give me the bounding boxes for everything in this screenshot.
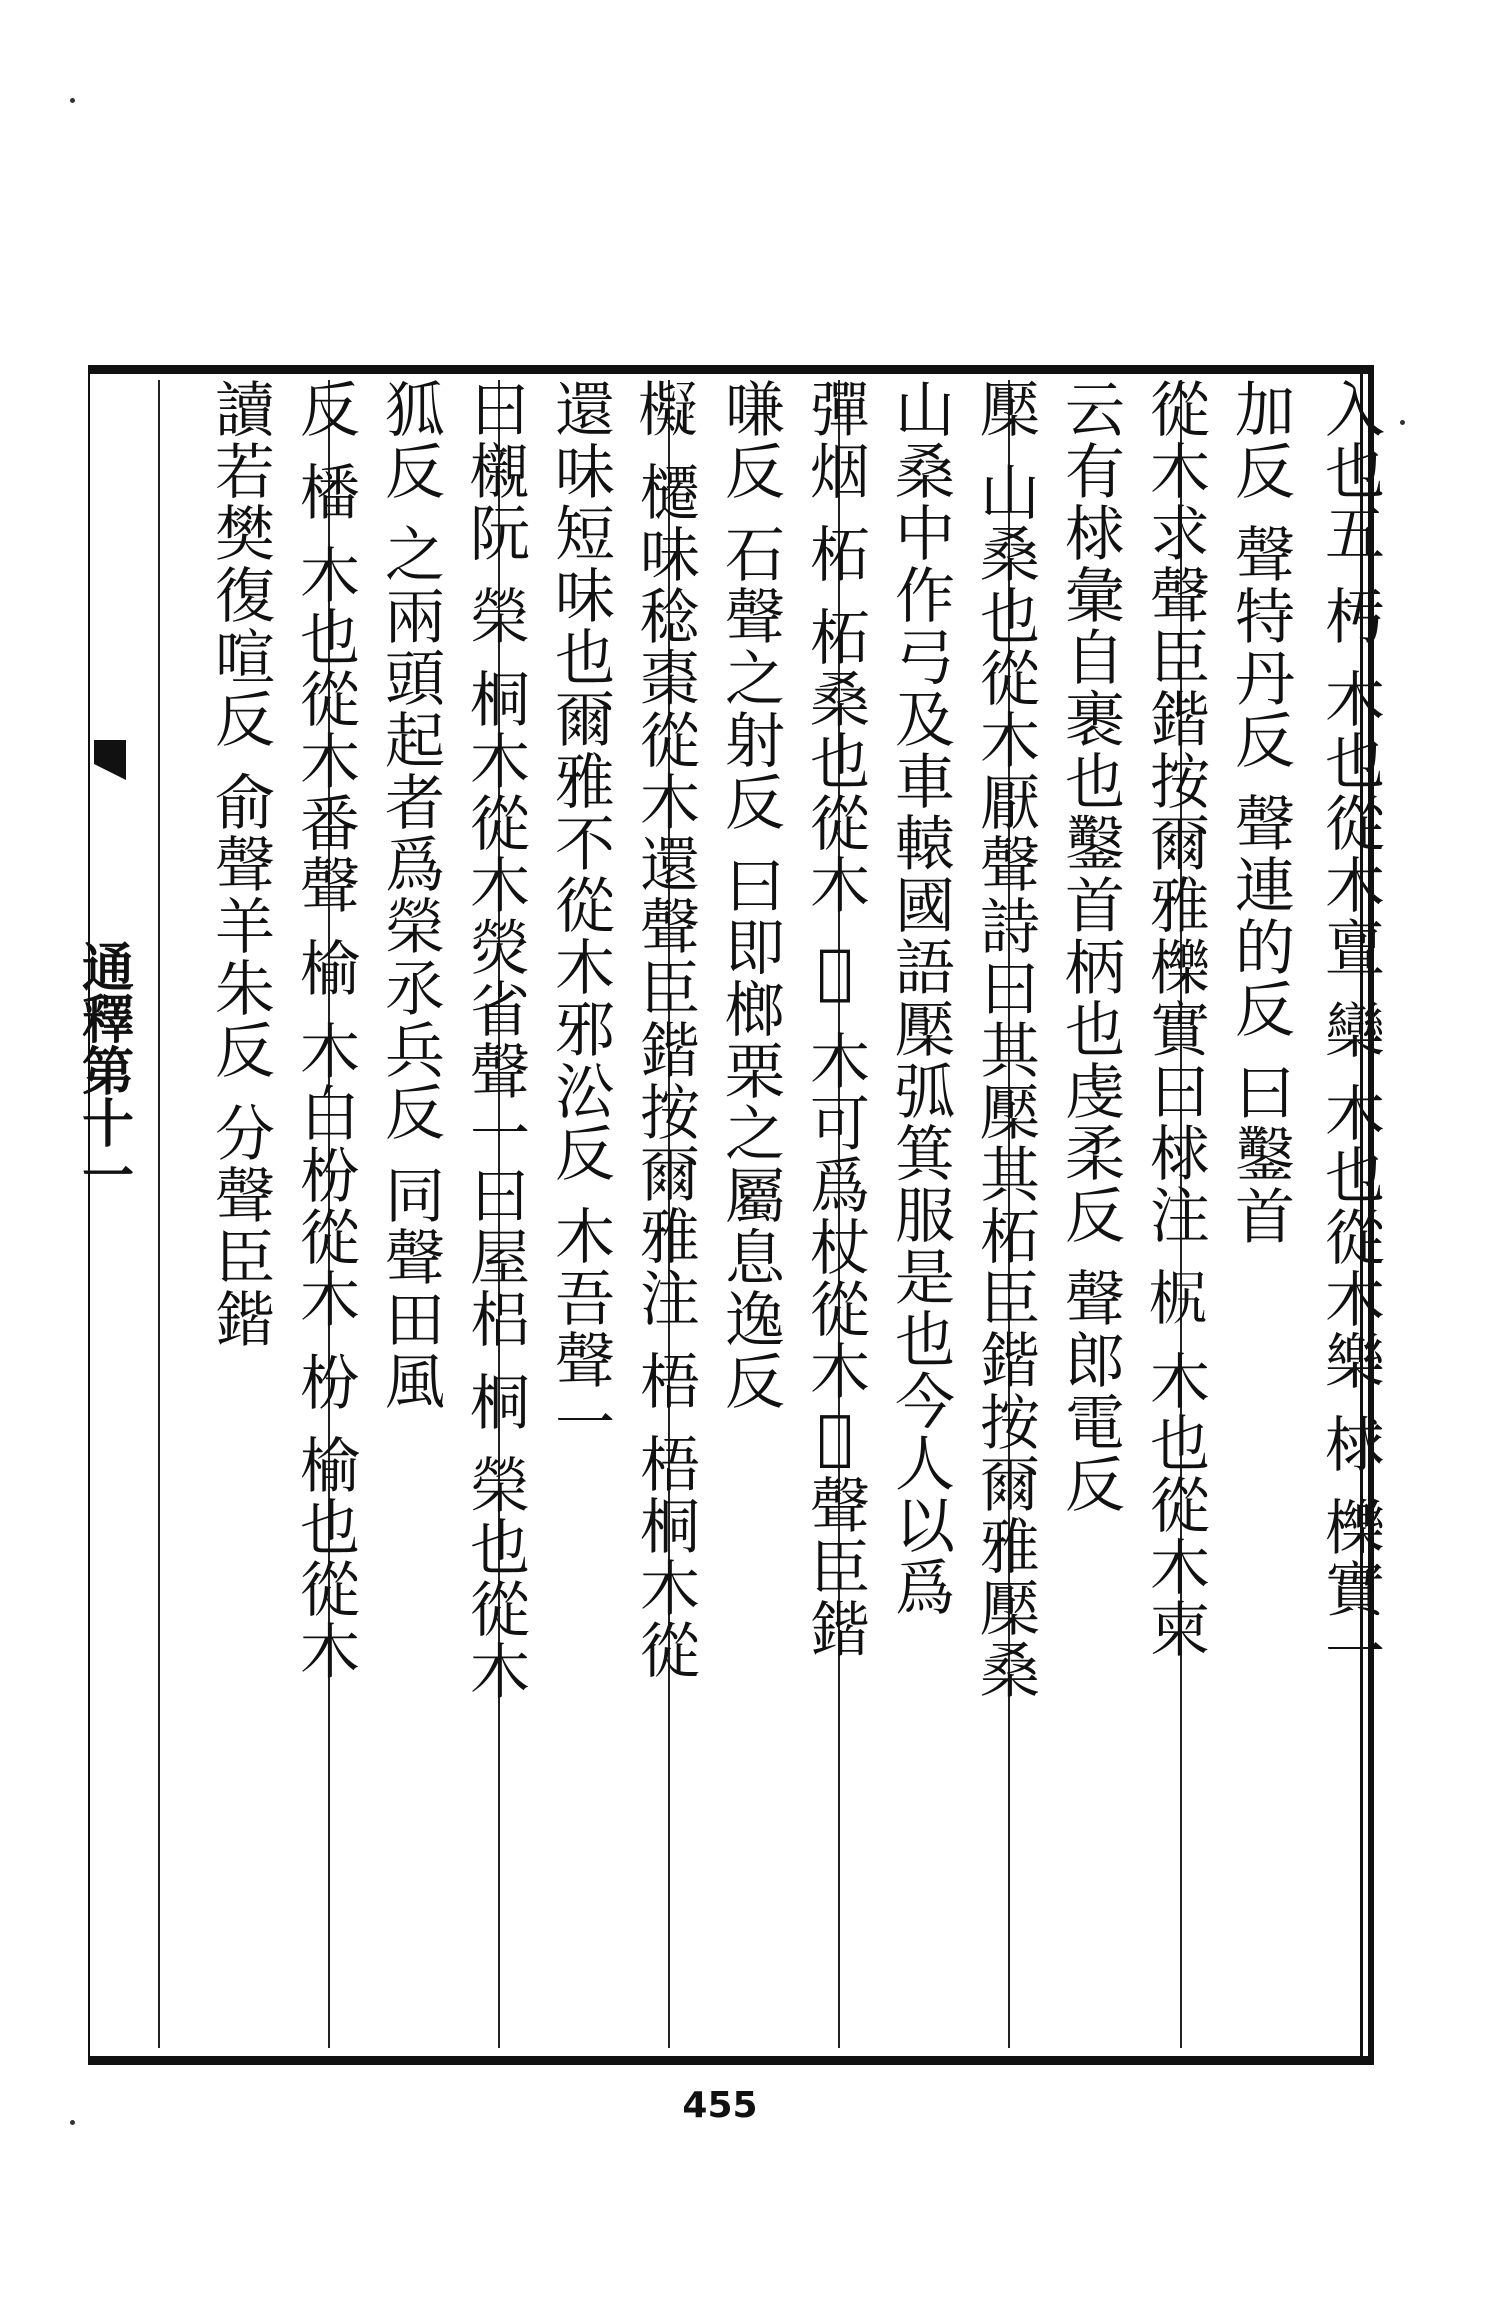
scan-speck: [1400, 420, 1405, 425]
column-text: 云有梂彙自裹也鑿首柄也虔柔反 聲郎電反: [1055, 378, 1125, 1516]
column-text: 加反 聲特丹反 聲連的反 曰鑿首: [1225, 378, 1295, 1248]
column-rule: [158, 380, 160, 2048]
page-number: 455: [682, 2085, 758, 2126]
column-text: 入也五 𣏓 木也從木亶 欒 木也從木樂 梂 櫟實一: [1315, 378, 1385, 1683]
column-text: 嗛反 石聲之射反 曰即榔栗之屬息逸反: [715, 378, 785, 1413]
column-text: 曰櫬阮 榮 桐木從木熒省聲一曰屋梠 桐 榮也從木: [460, 378, 530, 1703]
column-text: 山桑中作弓及車轅國語檿弧箕服是也今人以爲: [885, 378, 955, 1618]
column-text: 狐反 之兩頭起者爲榮氶兵反 同聲田風: [375, 378, 445, 1413]
text-column-14: [160, 378, 320, 2048]
column-text: 彈烟 柘 柘桑也從木 𣘊 木可爲杖從木𠡠聲臣鍇: [800, 378, 870, 1661]
column-text: 讀若樊復喧反 俞聲羊朱反 分聲臣鍇: [205, 378, 275, 1351]
column-text: 還味短味也爾雅不從木邪㳂反 木吾聲一: [545, 378, 615, 1454]
column-text: 檿 山桑也從木厭聲詩曰其檿其柘臣鍇按爾雅檿桑: [970, 378, 1040, 1702]
scan-speck: [70, 2120, 75, 2125]
scan-speck: [70, 98, 75, 103]
column-text: 𣝅 櫏味稔棗從木還聲臣鍇按爾雅注 梧 梧桐木從: [630, 378, 700, 1682]
gutter-title: 通釋第十一: [72, 940, 134, 1200]
column-text: 從木求聲臣鍇按爾雅櫟實曰梂注 𣐊 木也從木柬: [1140, 378, 1210, 1661]
column-text: 反 橎 木也從木番聲 榆 木白枌從木 枌 榆也從木: [290, 378, 360, 1683]
